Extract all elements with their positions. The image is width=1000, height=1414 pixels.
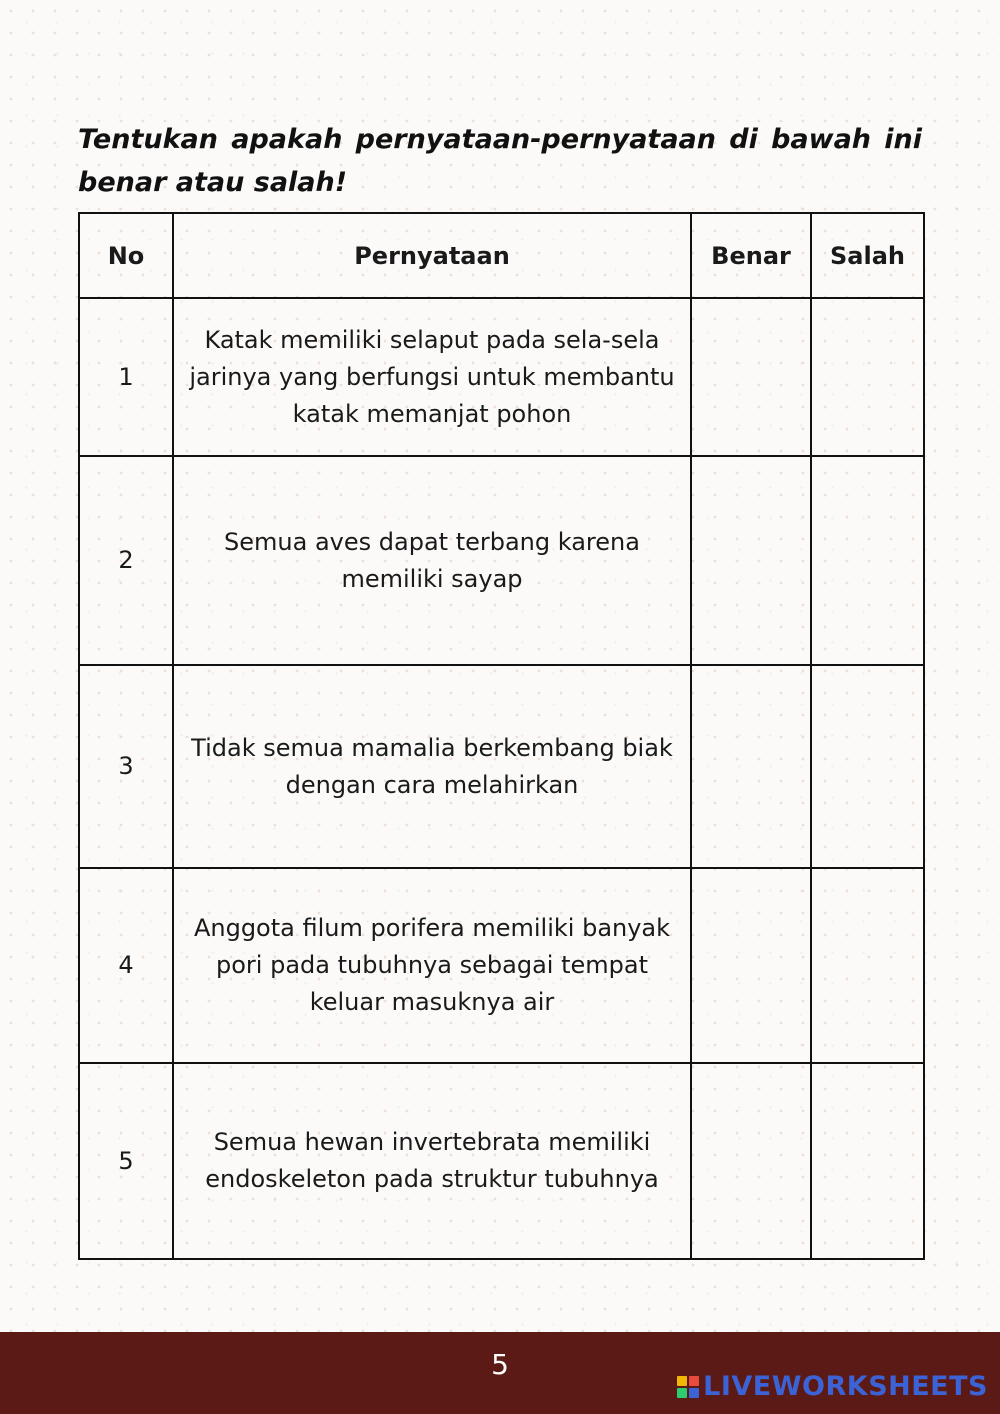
brand-name: LIVEWORKSHEETS xyxy=(703,1371,988,1402)
row-number: 1 xyxy=(79,298,173,456)
answer-true-cell[interactable] xyxy=(691,868,811,1063)
liveworksheets-logo-icon xyxy=(677,1376,699,1398)
answer-false-cell[interactable] xyxy=(811,868,924,1063)
header-statement: Pernyataan xyxy=(173,213,691,298)
answer-true-cell[interactable] xyxy=(691,456,811,665)
statement-text: Anggota filum porifera memiliki banyak pori pada tubuhnya sebagai tempat keluar masuknya air xyxy=(173,868,691,1063)
row-number: 2 xyxy=(79,456,173,665)
statement-text: Semua aves dapat terbang karena memiliki sayap xyxy=(173,456,691,665)
footer-bar xyxy=(0,1332,1000,1414)
row-number: 5 xyxy=(79,1063,173,1259)
row-number: 4 xyxy=(79,868,173,1063)
table-row xyxy=(79,868,924,1063)
header-true: Benar xyxy=(691,213,811,298)
true-false-table xyxy=(78,212,925,1260)
brand-watermark xyxy=(677,1371,988,1402)
table-row xyxy=(79,456,924,665)
answer-false-cell[interactable] xyxy=(811,665,924,868)
answer-false-cell[interactable] xyxy=(811,1063,924,1259)
page-number: 5 xyxy=(491,1348,509,1381)
answer-false-cell[interactable] xyxy=(811,456,924,665)
answer-true-cell[interactable] xyxy=(691,665,811,868)
table-row xyxy=(79,298,924,456)
header-no: No xyxy=(79,213,173,298)
header-false: Salah xyxy=(811,213,924,298)
answer-false-cell[interactable] xyxy=(811,298,924,456)
answer-true-cell[interactable] xyxy=(691,298,811,456)
statement-text: Katak memiliki selaput pada sela-sela jarinya yang berfungsi untuk membantu katak memanjat pohon xyxy=(173,298,691,456)
row-number: 3 xyxy=(79,665,173,868)
table-row xyxy=(79,665,924,868)
answer-true-cell[interactable] xyxy=(691,1063,811,1259)
statement-text: Tidak semua mamalia berkembang biak dengan cara melahirkan xyxy=(173,665,691,868)
instruction-text: Tentukan apakah pernyataan-pernyataan di bawah ini benar atau salah! xyxy=(78,124,922,198)
statement-text: Semua hewan invertebrata memiliki endoskeleton pada struktur tubuhnya xyxy=(173,1063,691,1259)
table-row xyxy=(79,1063,924,1259)
table-header-row xyxy=(79,213,924,298)
